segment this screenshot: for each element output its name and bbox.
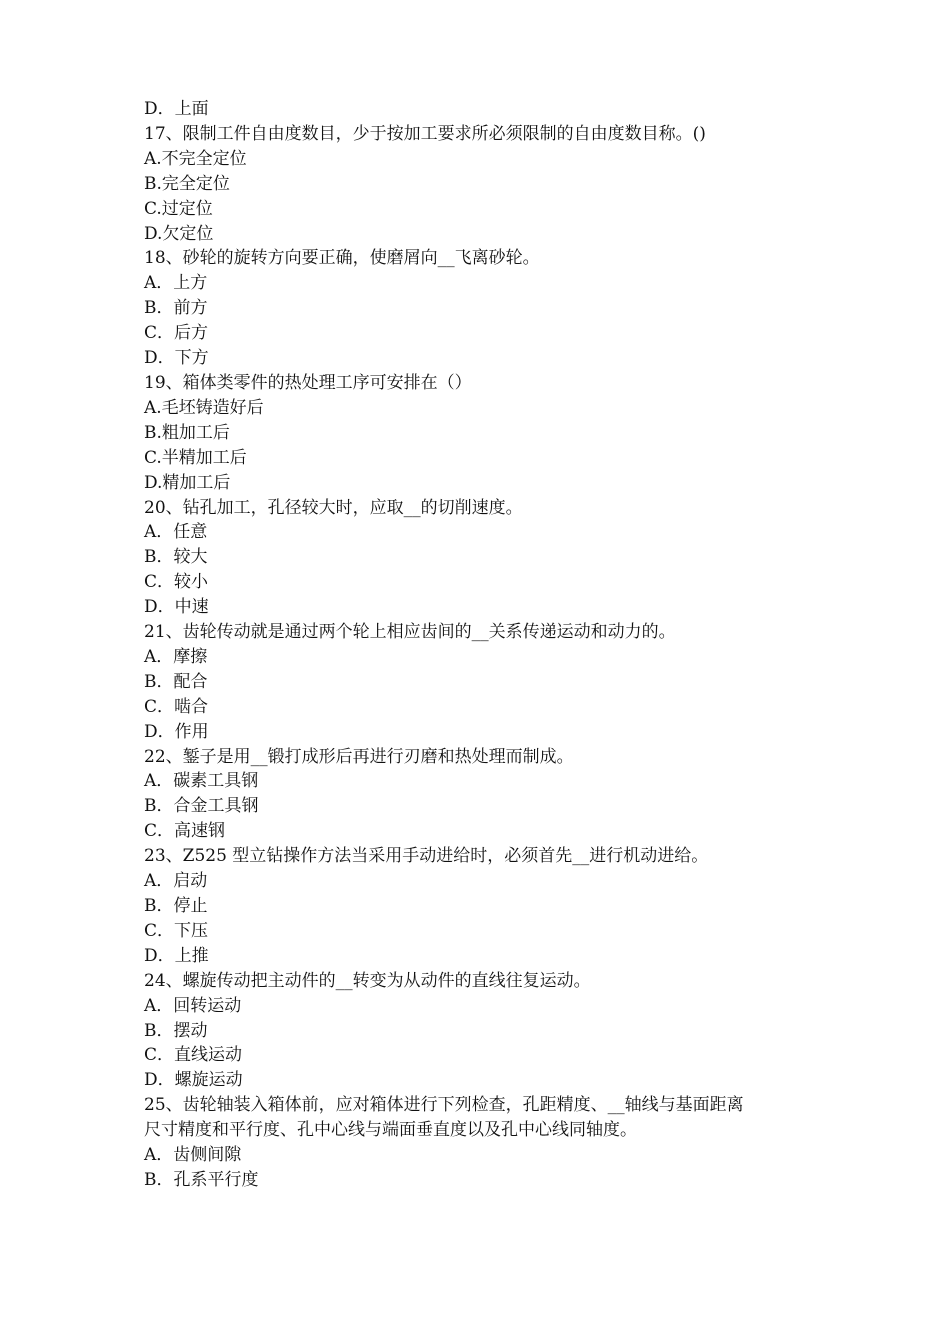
option-line: D．中速: [144, 597, 209, 618]
option-line: B．停止: [144, 896, 208, 916]
option-line: B．较大: [144, 547, 208, 568]
option-line: B．配合: [144, 671, 208, 692]
option-line: B．孔系平行度: [144, 1169, 259, 1190]
option-line: B．摆动: [144, 1020, 208, 1041]
option-line: D．上面: [144, 99, 209, 119]
option-line: B.粗加工后: [144, 422, 230, 443]
option-line: C．后方: [144, 323, 209, 344]
option-line: A．碳素工具钢: [144, 771, 259, 792]
option-line: A．任意: [144, 522, 208, 543]
option-line: C．下压: [144, 920, 209, 941]
option-line: C．啮合: [144, 696, 209, 717]
question-21: 21、齿轮传动就是通过两个轮上相应齿间的__关系传递运动和动力的。: [144, 622, 676, 643]
question-19: 19、箱体类零件的热处理工序可安排在（）: [144, 372, 472, 393]
question-24: 24、螺旋传动把主动件的__转变为从动件的直线往复运动。: [144, 970, 591, 991]
option-line: A．启动: [144, 871, 208, 892]
option-line: A．齿侧间隙: [144, 1145, 242, 1166]
option-line: D．作用: [144, 721, 209, 742]
option-line: C．直线运动: [144, 1045, 243, 1066]
option-line: D．上推: [144, 945, 209, 966]
question-23: 23、Z525 型立钻操作方法当采用手动进给时，必须首先__进行机动进给。: [144, 846, 709, 867]
option-line: D.欠定位: [144, 223, 214, 244]
option-line: B．合金工具钢: [144, 796, 259, 817]
document-body: [144, 97, 824, 1193]
option-line: A.不完全定位: [144, 148, 247, 169]
question-25-continued: 尺寸精度和平行度、孔中心线与端面垂直度以及孔中心线同轴度。: [144, 1120, 637, 1141]
option-line: A．上方: [144, 273, 208, 294]
option-line: C.过定位: [144, 198, 213, 219]
question-25: 25、齿轮轴装入箱体前，应对箱体进行下列检查，孔距精度、__轴线与基面距离: [144, 1095, 744, 1116]
option-line: D.精加工后: [144, 472, 231, 493]
option-line: A．回转运动: [144, 995, 242, 1016]
question-20: 20、钻孔加工，孔径较大时，应取__的切削速度。: [144, 497, 523, 518]
option-line: A.毛坯铸造好后: [144, 397, 264, 418]
option-line: D．下方: [144, 348, 209, 369]
option-line: C．较小: [144, 572, 209, 593]
option-line: B．前方: [144, 298, 208, 319]
option-line: B.完全定位: [144, 173, 230, 194]
question-22: 22、錾子是用__锻打成形后再进行刃磨和热处理而制成。: [144, 746, 574, 767]
option-line: C．高速钢: [144, 821, 226, 842]
question-17: 17、限制工件自由度数目，少于按加工要求所必须限制的自由度数目称。(): [144, 123, 706, 144]
option-line: D．螺旋运动: [144, 1070, 243, 1091]
option-line: A．摩擦: [144, 646, 208, 667]
question-18: 18、砂轮的旋转方向要正确，使磨屑向__飞离砂轮。: [144, 248, 540, 269]
option-line: C.半精加工后: [144, 447, 247, 468]
